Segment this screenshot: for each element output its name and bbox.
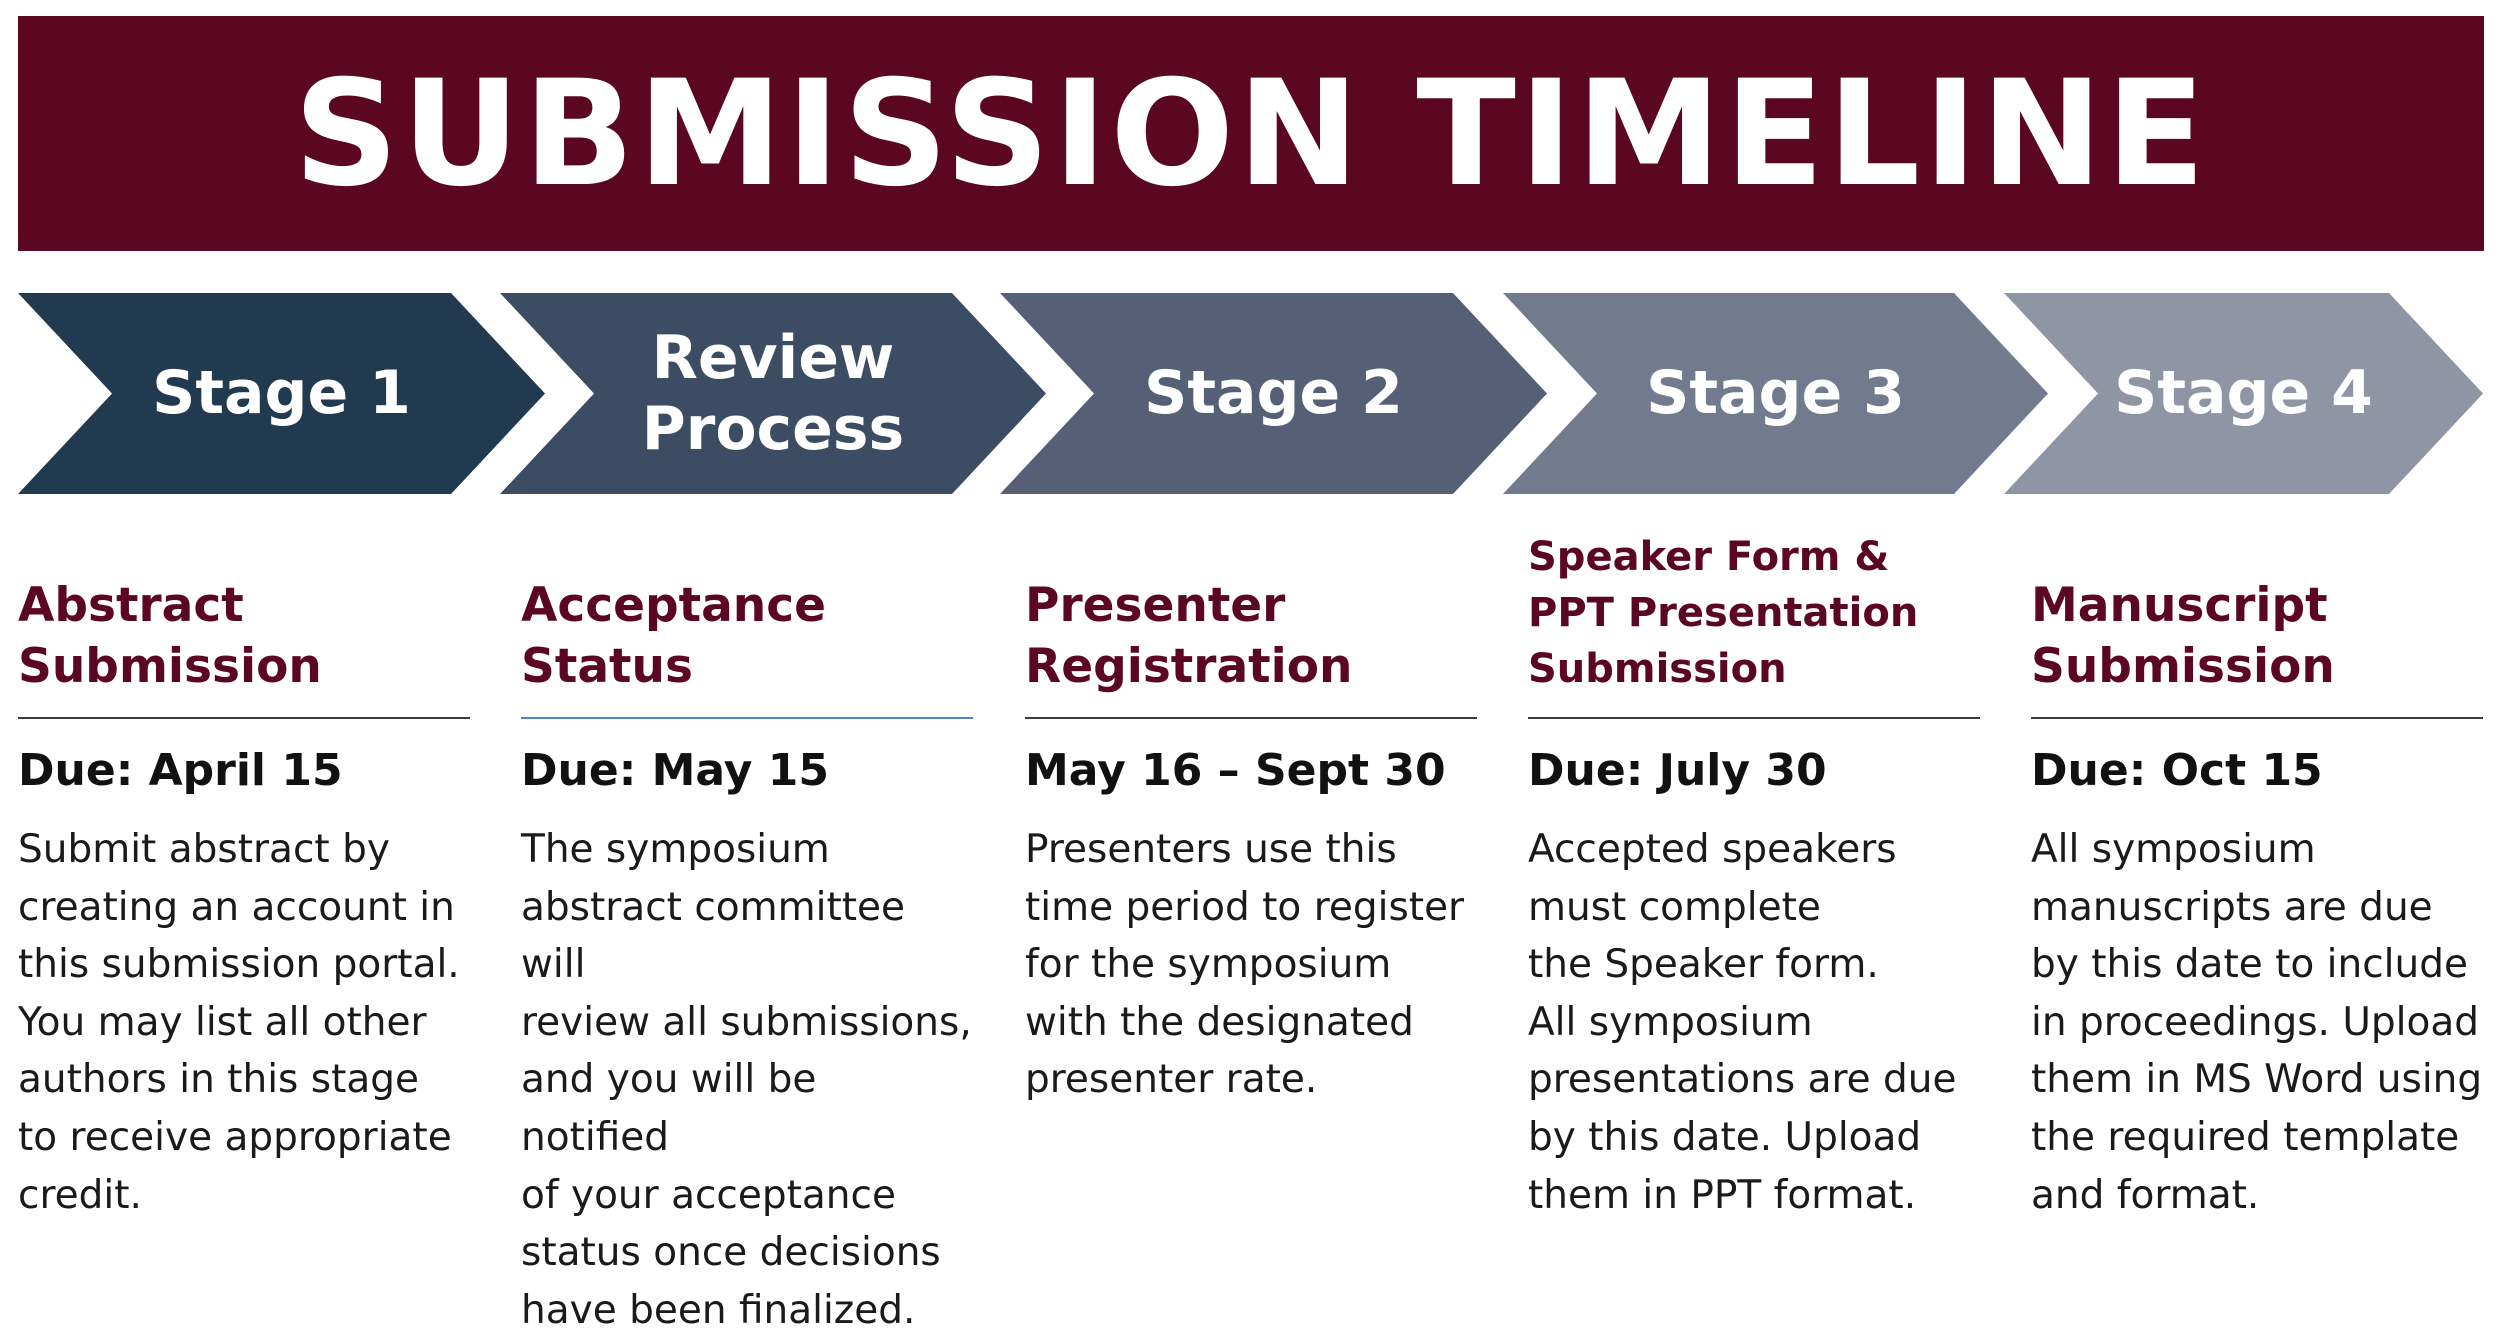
stage-due-date: Due: May 15 bbox=[521, 745, 829, 796]
stage-heading-block bbox=[1528, 530, 1980, 719]
stage-column-5 bbox=[2031, 530, 2483, 1224]
stage-arrow-label: Stage 4 bbox=[2114, 358, 2373, 429]
stage-arrow-label: Review Process bbox=[641, 323, 905, 464]
stage-title: Abstract Submission bbox=[18, 578, 322, 694]
stage-title: Presenter Registration bbox=[1025, 578, 1353, 694]
stage-column-4 bbox=[1528, 530, 1980, 1224]
stage-heading-block bbox=[521, 530, 973, 719]
stage-column-3 bbox=[1025, 530, 1477, 1109]
stage-due-date: May 16 – Sept 30 bbox=[1025, 745, 1446, 796]
stage-heading-block bbox=[2031, 530, 2483, 719]
stage-description: Submit abstract by creating an account in this submission portal. You may list all other authors in this stage to receive appropriate credit. bbox=[18, 827, 460, 1218]
stage-description: All symposium manuscripts are due by this date to include in proceedings. Upload them in MS Word using the required template and format. bbox=[2031, 827, 2483, 1218]
stage-arrow-label: Stage 2 bbox=[1144, 358, 1403, 429]
stage-title: Manuscript Submission bbox=[2031, 578, 2335, 694]
stage-arrow-label: Stage 3 bbox=[1646, 358, 1905, 429]
page-title: SUBMISSION TIMELINE bbox=[293, 48, 2209, 219]
stage-arrow-row bbox=[0, 293, 2500, 494]
stage-column-1 bbox=[18, 530, 470, 1224]
stage-description: Accepted speakers must complete the Speaker form. All symposium presentations are due by this date. Upload them in PPT format. bbox=[1528, 827, 1957, 1218]
stage-heading-block bbox=[1025, 530, 1477, 719]
stage-description: The symposium abstract committee will review all submissions, and you will be notified of your acceptance status once decisions have been finalized. bbox=[521, 827, 972, 1333]
stage-arrow-label: Stage 1 bbox=[152, 358, 411, 429]
stage-due-date: Due: April 15 bbox=[18, 745, 343, 796]
stage-due-date: Due: Oct 15 bbox=[2031, 745, 2323, 796]
stage-title: Acceptance Status bbox=[521, 578, 826, 694]
stage-title: Speaker Form & PPT Presentation Submission bbox=[1528, 534, 1919, 692]
stage-description: Presenters use this time period to register for the symposium with the designated presenter rate. bbox=[1025, 827, 1465, 1103]
stage-column-2 bbox=[521, 530, 973, 1339]
title-banner bbox=[18, 16, 2484, 251]
stage-due-date: Due: July 30 bbox=[1528, 745, 1827, 796]
stage-heading-block bbox=[18, 530, 470, 719]
